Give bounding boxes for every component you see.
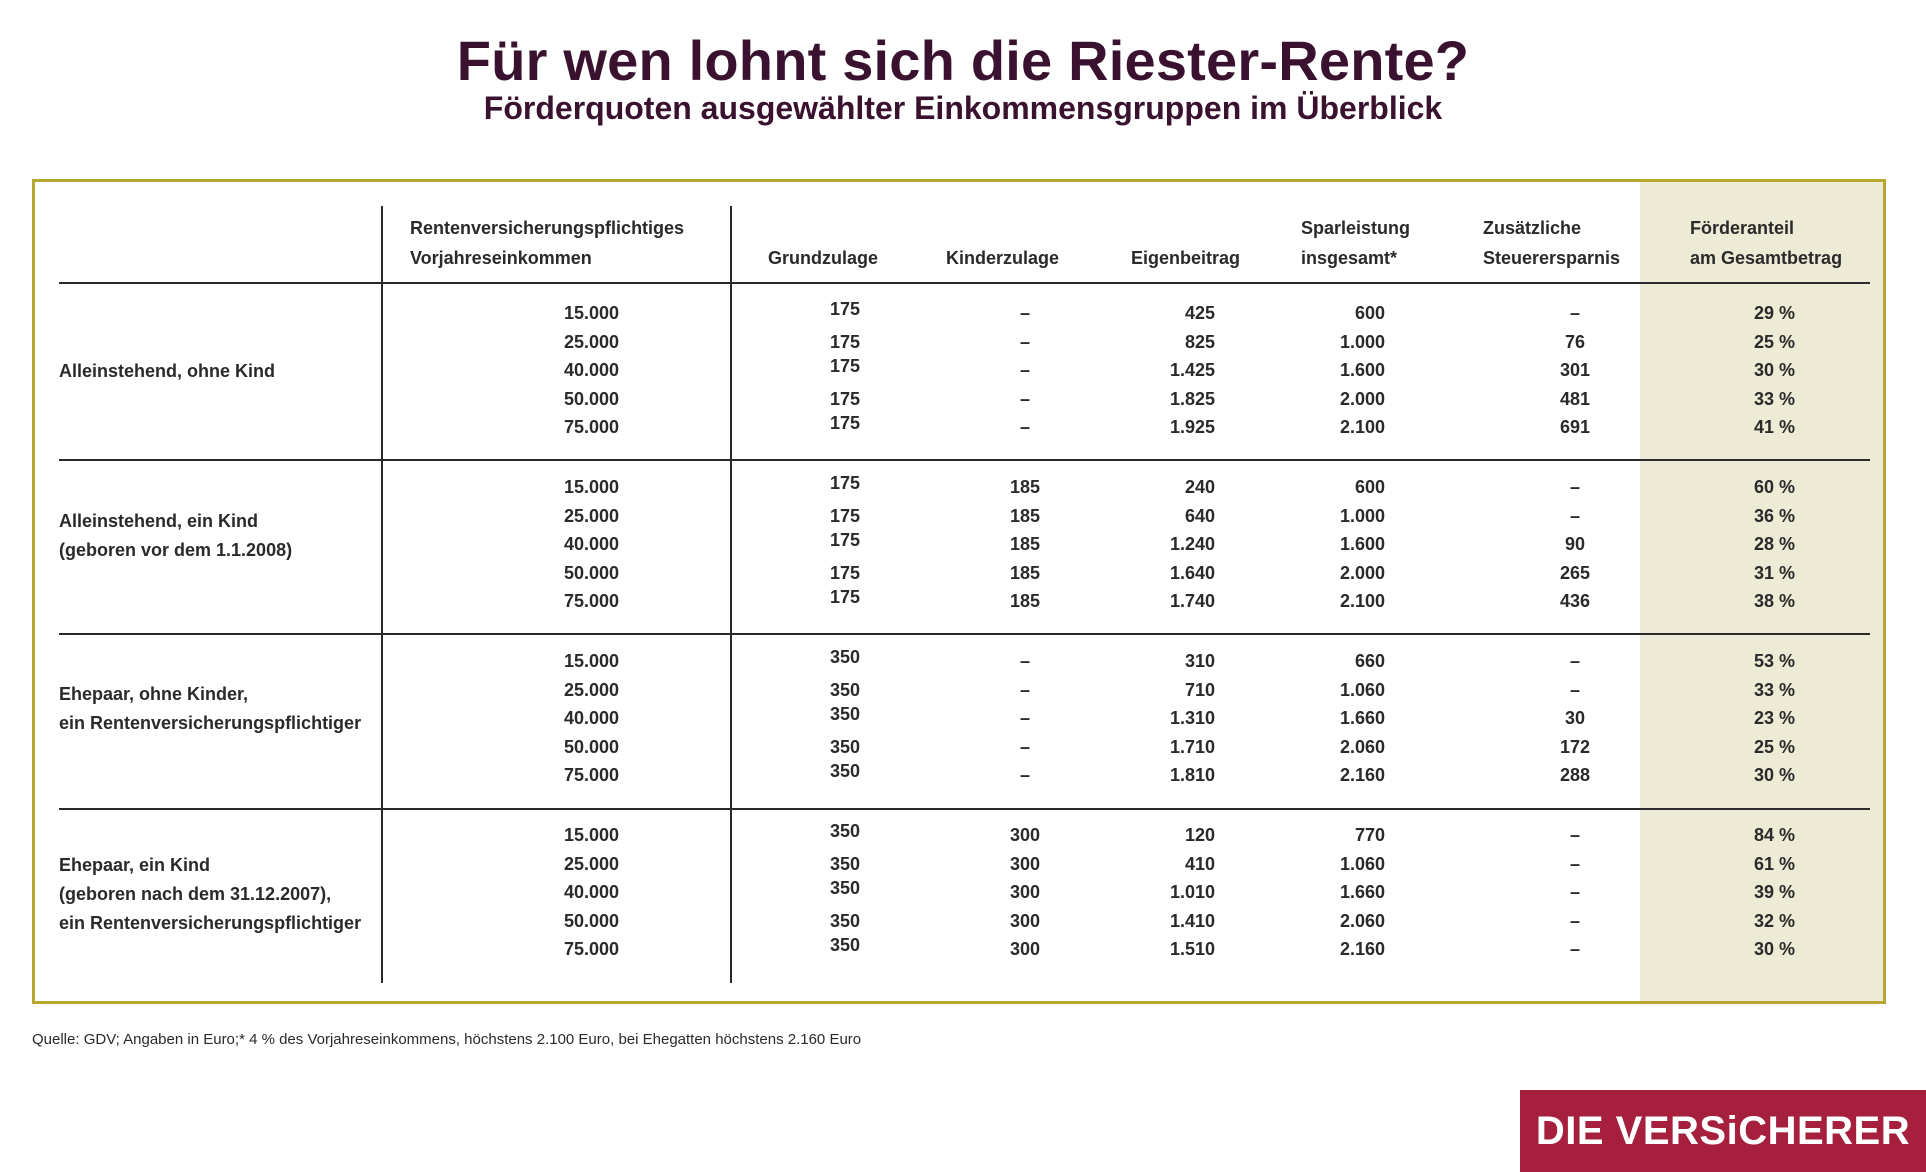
header-einkommen-line: Rentenversicherungspflichtiges (410, 218, 685, 238)
header-grundzulage (768, 243, 878, 273)
cell-eigenbeitrag: 1.740 (1169, 591, 1215, 611)
cell-eigenbeitrag: 1.240 (1169, 534, 1215, 554)
cell-foerderanteil: 33 % (1753, 388, 1795, 409)
group-label: (geboren nach dem 31.12.2007), (59, 884, 332, 904)
cell-sparleistung: 2.000 (1339, 562, 1385, 583)
cell-steuerersparnis: 172 (1559, 736, 1591, 757)
cell-grundzulage: 175 (829, 587, 861, 607)
group-label: Ehepaar, ein Kind (59, 855, 211, 875)
group-label: Alleinstehend, ein Kind (59, 511, 259, 531)
cell-kinderzulage: 300 (1009, 825, 1041, 845)
cell-steuerersparnis: – (1569, 939, 1580, 959)
cell-grundzulage: 350 (829, 821, 861, 841)
cell-eigenbeitrag: 1.425 (1169, 360, 1215, 380)
cell-grundzulage: 175 (829, 505, 861, 526)
cell-grundzulage: 175 (829, 562, 861, 583)
cell-kinderzulage: – (1019, 331, 1030, 352)
cell-grundzulage: 350 (829, 704, 861, 724)
header-divider (59, 282, 1870, 284)
cell-foerderanteil: 31 % (1753, 562, 1795, 583)
cell-sparleistung: 2.100 (1339, 417, 1385, 437)
cell-foerderanteil: 84 % (1753, 825, 1795, 845)
cell-grundzulage: 350 (829, 761, 861, 781)
cell-einkommen: 25.000 (563, 505, 619, 526)
cell-einkommen: 15.000 (563, 477, 619, 497)
cell-grundzulage: 350 (829, 647, 861, 667)
cell-kinderzulage: 185 (1009, 562, 1041, 583)
header-sparleistung-line: Sparleistung (1301, 218, 1411, 238)
cell-einkommen: 40.000 (563, 882, 619, 902)
cell-foerderanteil: 30 % (1753, 360, 1795, 380)
header-steuerersparnis-line: Steuerersparnis (1483, 248, 1621, 268)
cell-foerderanteil: 30 % (1753, 765, 1795, 785)
source-note: Quelle: GDV; Angaben in Euro;* 4 % des Vorjahreseinkommens, höchstens 2.100 Euro, bei Ehegatten höchstens 2.160 Euro (32, 1031, 862, 1048)
cell-foerderanteil: 33 % (1753, 679, 1795, 700)
cell-einkommen: 25.000 (563, 679, 619, 700)
group-divider (59, 808, 1870, 810)
cell-steuerersparnis: 436 (1559, 591, 1591, 611)
page-title: Für wen lohnt sich die Riester-Rente? (456, 29, 1470, 92)
cell-sparleistung: 2.060 (1339, 736, 1385, 757)
cell-einkommen: 50.000 (563, 736, 619, 757)
brand-logo: DIE VERSiCHERER (1520, 1090, 1926, 1172)
cell-sparleistung: 1.060 (1339, 679, 1385, 700)
cell-foerderanteil: 60 % (1753, 477, 1795, 497)
cell-sparleistung: 2.100 (1339, 591, 1385, 611)
cell-eigenbeitrag: 825 (1184, 331, 1215, 352)
cell-sparleistung: 660 (1354, 651, 1385, 671)
cell-sparleistung: 2.160 (1339, 765, 1385, 785)
cell-foerderanteil: 23 % (1753, 708, 1795, 728)
cell-eigenbeitrag: 240 (1184, 477, 1215, 497)
cell-steuerersparnis: – (1569, 303, 1580, 323)
cell-foerderanteil: 25 % (1753, 736, 1795, 757)
cell-eigenbeitrag: 310 (1184, 651, 1215, 671)
cell-steuerersparnis: – (1569, 882, 1580, 902)
cell-foerderanteil: 25 % (1753, 331, 1795, 352)
cell-grundzulage: 350 (829, 853, 861, 874)
cell-kinderzulage: 185 (1009, 477, 1041, 497)
cell-einkommen: 75.000 (563, 417, 619, 437)
cell-foerderanteil: 61 % (1753, 853, 1795, 874)
header-sparleistung-line: insgesamt* (1301, 248, 1398, 268)
cell-einkommen: 25.000 (563, 331, 619, 352)
column-divider (730, 206, 732, 983)
group-label: ein Rentenversicherungspflichtiger (59, 913, 362, 933)
cell-einkommen: 50.000 (563, 562, 619, 583)
cell-steuerersparnis: 481 (1559, 388, 1591, 409)
header-foerderanteil-line: am Gesamtbetrag (1690, 248, 1843, 268)
cell-eigenbeitrag: 1.710 (1169, 736, 1215, 757)
cell-eigenbeitrag: 1.310 (1169, 708, 1215, 728)
page-subtitle: Förderquoten ausgewählter Einkommensgruppen im Überblick (483, 90, 1443, 126)
cell-eigenbeitrag: 120 (1184, 825, 1215, 845)
cell-sparleistung: 1.000 (1339, 331, 1385, 352)
cell-grundzulage: 350 (829, 910, 861, 931)
cell-steuerersparnis: 265 (1559, 562, 1591, 583)
cell-sparleistung: 1.600 (1339, 534, 1385, 554)
cell-sparleistung: 2.000 (1339, 388, 1385, 409)
cell-einkommen: 15.000 (563, 303, 619, 323)
cell-eigenbeitrag: 1.925 (1169, 417, 1215, 437)
cell-kinderzulage: – (1019, 765, 1030, 785)
cell-sparleistung: 1.060 (1339, 853, 1385, 874)
cell-eigenbeitrag: 425 (1184, 303, 1215, 323)
cell-einkommen: 40.000 (563, 708, 619, 728)
cell-einkommen: 75.000 (563, 765, 619, 785)
cell-foerderanteil: 30 % (1753, 939, 1795, 959)
cell-einkommen: 50.000 (563, 388, 619, 409)
cell-steuerersparnis: 76 (1564, 331, 1586, 352)
cell-eigenbeitrag: 1.410 (1169, 910, 1215, 931)
header-grundzulage-label: Grundzulage (768, 248, 879, 268)
header-eigenbeitrag-label: Eigenbeitrag (1131, 248, 1241, 268)
cell-eigenbeitrag: 1.010 (1169, 882, 1215, 902)
cell-steuerersparnis: 30 (1564, 708, 1586, 728)
group-label: (geboren vor dem 1.1.2008) (59, 540, 293, 560)
cell-sparleistung: 1.000 (1339, 505, 1385, 526)
cell-kinderzulage: – (1019, 679, 1030, 700)
cell-grundzulage: 175 (829, 413, 861, 433)
cell-kinderzulage: – (1019, 708, 1030, 728)
cell-grundzulage: 175 (829, 388, 861, 409)
cell-steuerersparnis: 288 (1559, 765, 1591, 785)
header-eigenbeitrag (1131, 243, 1240, 273)
cell-einkommen: 75.000 (563, 939, 619, 959)
cell-grundzulage: 175 (829, 299, 861, 319)
cell-sparleistung: 1.660 (1339, 708, 1385, 728)
cell-kinderzulage: 300 (1009, 910, 1041, 931)
cell-grundzulage: 175 (829, 473, 861, 493)
cell-einkommen: 15.000 (563, 651, 619, 671)
cell-steuerersparnis: – (1569, 853, 1580, 874)
cell-sparleistung: 1.600 (1339, 360, 1385, 380)
cell-grundzulage: 175 (829, 530, 861, 550)
cell-einkommen: 50.000 (563, 910, 619, 931)
cell-kinderzulage: – (1019, 303, 1030, 323)
cell-grundzulage: 175 (829, 356, 861, 376)
cell-steuerersparnis: – (1569, 505, 1580, 526)
cell-foerderanteil: 32 % (1753, 910, 1795, 931)
header-sparleistung (1301, 213, 1410, 273)
group-divider (59, 633, 1870, 635)
cell-kinderzulage: – (1019, 651, 1030, 671)
cell-kinderzulage: 300 (1009, 882, 1041, 902)
cell-grundzulage: 350 (829, 878, 861, 898)
cell-steuerersparnis: 691 (1559, 417, 1591, 437)
cell-eigenbeitrag: 1.825 (1169, 388, 1215, 409)
header-steuerersparnis-line: Zusätzliche (1483, 218, 1582, 238)
group-label: Alleinstehend, ohne Kind (59, 361, 276, 381)
header-foerderanteil-line: Förderanteil (1690, 218, 1795, 238)
cell-einkommen: 25.000 (563, 853, 619, 874)
header-foerderanteil (1690, 213, 1842, 273)
group-label: ein Rentenversicherungspflichtiger (59, 713, 362, 733)
cell-foerderanteil: 29 % (1753, 303, 1795, 323)
cell-steuerersparnis: – (1569, 651, 1580, 671)
cell-einkommen: 75.000 (563, 591, 619, 611)
table-frame (32, 179, 1886, 1004)
cell-kinderzulage: 185 (1009, 505, 1041, 526)
header-einkommen-line: Vorjahreseinkommen (410, 248, 592, 268)
cell-kinderzulage: 300 (1009, 853, 1041, 874)
cell-steuerersparnis: – (1569, 910, 1580, 931)
cell-steuerersparnis: 301 (1559, 360, 1591, 380)
header-kinderzulage-label: Kinderzulage (946, 248, 1060, 268)
cell-foerderanteil: 39 % (1753, 882, 1795, 902)
cell-steuerersparnis: 90 (1564, 534, 1586, 554)
cell-sparleistung: 600 (1354, 303, 1385, 323)
group-divider (59, 459, 1870, 461)
cell-grundzulage: 350 (829, 935, 861, 955)
cell-einkommen: 15.000 (563, 825, 619, 845)
cell-kinderzulage: 185 (1009, 534, 1041, 554)
cell-einkommen: 40.000 (563, 534, 619, 554)
cell-grundzulage: 175 (829, 331, 861, 352)
cell-foerderanteil: 36 % (1753, 505, 1795, 526)
cell-steuerersparnis: – (1569, 477, 1580, 497)
cell-sparleistung: 600 (1354, 477, 1385, 497)
cell-foerderanteil: 28 % (1753, 534, 1795, 554)
cell-eigenbeitrag: 1.510 (1169, 939, 1215, 959)
header-steuerersparnis (1483, 213, 1620, 273)
cell-foerderanteil: 53 % (1753, 651, 1795, 671)
cell-sparleistung: 2.160 (1339, 939, 1385, 959)
cell-steuerersparnis: – (1569, 825, 1580, 845)
cell-kinderzulage: 300 (1009, 939, 1041, 959)
cell-eigenbeitrag: 1.810 (1169, 765, 1215, 785)
cell-sparleistung: 1.660 (1339, 882, 1385, 902)
cell-einkommen: 40.000 (563, 360, 619, 380)
cell-grundzulage: 350 (829, 736, 861, 757)
cell-kinderzulage: – (1019, 360, 1030, 380)
cell-kinderzulage: – (1019, 388, 1030, 409)
cell-sparleistung: 770 (1354, 825, 1385, 845)
cell-kinderzulage: 185 (1009, 591, 1041, 611)
header-einkommen (410, 213, 684, 273)
cell-foerderanteil: 38 % (1753, 591, 1795, 611)
cell-sparleistung: 2.060 (1339, 910, 1385, 931)
cell-eigenbeitrag: 710 (1184, 679, 1215, 700)
group-label: Ehepaar, ohne Kinder, (59, 684, 249, 704)
cell-eigenbeitrag: 640 (1184, 505, 1215, 526)
header-kinderzulage (946, 243, 1059, 273)
cell-eigenbeitrag: 1.640 (1169, 562, 1215, 583)
cell-kinderzulage: – (1019, 417, 1030, 437)
cell-grundzulage: 350 (829, 679, 861, 700)
cell-foerderanteil: 41 % (1753, 417, 1795, 437)
cell-eigenbeitrag: 410 (1184, 853, 1215, 874)
cell-steuerersparnis: – (1569, 679, 1580, 700)
cell-kinderzulage: – (1019, 736, 1030, 757)
